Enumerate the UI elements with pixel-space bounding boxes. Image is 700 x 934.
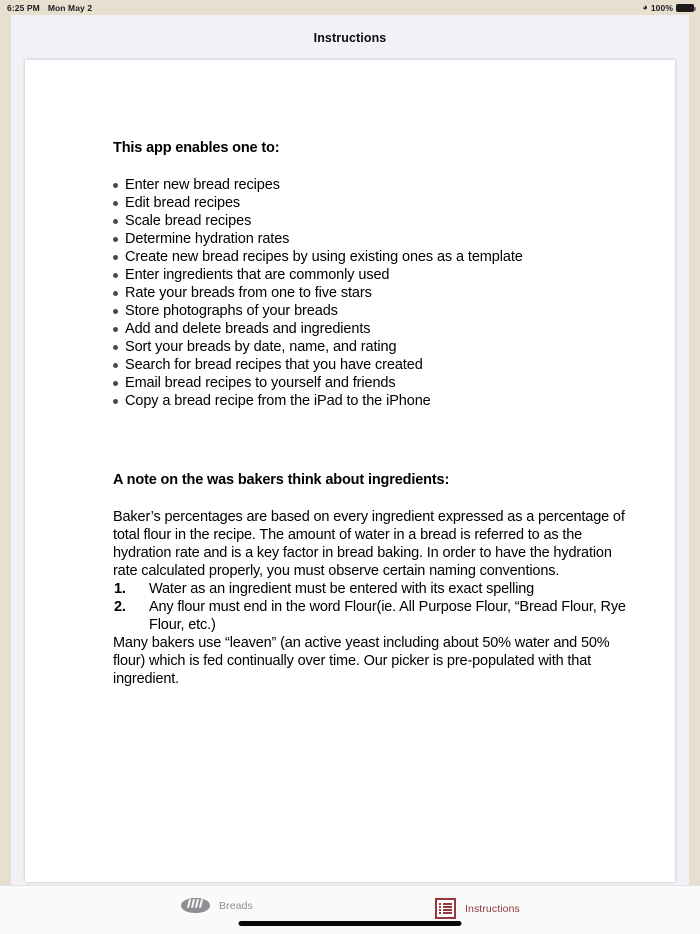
list-item	[113, 392, 633, 410]
list-item	[113, 194, 633, 212]
rule-item	[113, 598, 633, 634]
bullet-icon	[113, 219, 118, 224]
list-item-label: Edit bread recipes	[125, 195, 241, 211]
list-item	[113, 338, 633, 356]
features-heading: This app enables one to:	[113, 140, 280, 156]
list-item	[113, 374, 633, 392]
list-item	[113, 302, 633, 320]
list-item-label: Add and delete breads and ingredients	[125, 321, 371, 337]
list-item	[113, 212, 633, 230]
list-item	[113, 266, 633, 284]
naming-rules-list	[113, 580, 633, 634]
list-item	[113, 284, 633, 302]
list-item-label: Create new bread recipes by using existing ones as a template	[125, 249, 523, 265]
bullet-icon	[113, 183, 118, 188]
tab-instructions[interactable]	[435, 898, 520, 919]
rule-number: 1.	[114, 581, 126, 597]
battery-full-icon	[676, 4, 694, 12]
list-item-label: Rate your breads from one to five stars	[125, 285, 372, 301]
status-bar	[0, 0, 700, 15]
list-item-label: Sort your breads by date, name, and rating	[125, 339, 397, 355]
list-item	[113, 176, 633, 194]
home-indicator[interactable]	[239, 921, 462, 926]
list-item-label: Search for bread recipes that you have created	[125, 357, 423, 373]
bullet-icon	[113, 255, 118, 260]
bullet-icon	[113, 381, 118, 386]
app-window	[11, 15, 689, 885]
status-date: Mon May 2	[47, 2, 93, 13]
bullet-icon	[113, 291, 118, 296]
instructions-content-card	[25, 60, 675, 882]
bullet-icon	[113, 273, 118, 278]
tab-bar	[0, 885, 700, 934]
list-item	[113, 230, 633, 248]
bread-loaf-icon	[181, 898, 210, 913]
features-list	[113, 176, 633, 410]
note-heading: A note on the was bakers think about ingredients:	[113, 472, 450, 488]
bullet-icon	[113, 327, 118, 332]
list-item-label: Enter new bread recipes	[125, 177, 280, 193]
navigation-bar	[11, 15, 689, 60]
battery-percent-label: 100%	[650, 2, 673, 13]
bullet-icon	[113, 399, 118, 404]
rule-item	[113, 580, 633, 598]
page-title: Instructions	[313, 30, 387, 45]
tab-instructions-label: Instructions	[465, 902, 520, 915]
rule-number: 2.	[114, 599, 126, 615]
bullet-icon	[113, 309, 118, 314]
rule-text: Any flour must end in the word Flour(ie. All Purpose Flour, “Bread Flour, Rye Flour, etc.)	[149, 599, 626, 633]
tab-breads[interactable]	[181, 898, 253, 913]
bullet-icon	[113, 201, 118, 206]
status-time: 6:25 PM	[7, 2, 40, 13]
list-item	[113, 248, 633, 266]
list-item-label: Copy a bread recipe from the iPad to the iPhone	[125, 393, 431, 409]
list-item	[113, 356, 633, 374]
list-item-label: Scale bread recipes	[125, 213, 252, 229]
list-item-label: Enter ingredients that are commonly used	[125, 267, 390, 283]
note-paragraph-2: Many bakers use “leaven” (an active yeast including about 50% water and 50% flour) which is fed continually over time. Our picker is pre-populated with that ingredient.	[113, 635, 610, 687]
wifi-icon: ◕	[642, 1, 648, 12]
tab-breads-label: Breads	[219, 899, 253, 912]
list-lines-icon	[435, 898, 456, 919]
list-item	[113, 320, 633, 338]
bullet-icon	[113, 345, 118, 350]
status-bar-right	[642, 3, 700, 13]
list-item-label: Determine hydration rates	[125, 231, 290, 247]
bullet-icon	[113, 237, 118, 242]
note-paragraph-1: Baker’s percentages are based on every ingredient expressed as a percentage of total flour in the recipe. The amount of water in a bread is referred to as the hydration rate and is a key factor in bread baking. In order to have the hydration rate calculated properly, you must observe certain naming conventions.	[113, 509, 625, 579]
instructions-document	[113, 140, 633, 688]
rule-text: Water as an ingredient must be entered with its exact spelling	[149, 581, 535, 597]
list-item-label: Email bread recipes to yourself and friends	[125, 375, 396, 391]
list-item-label: Store photographs of your breads	[125, 303, 338, 319]
bullet-icon	[113, 363, 118, 368]
status-bar-left	[0, 3, 92, 13]
